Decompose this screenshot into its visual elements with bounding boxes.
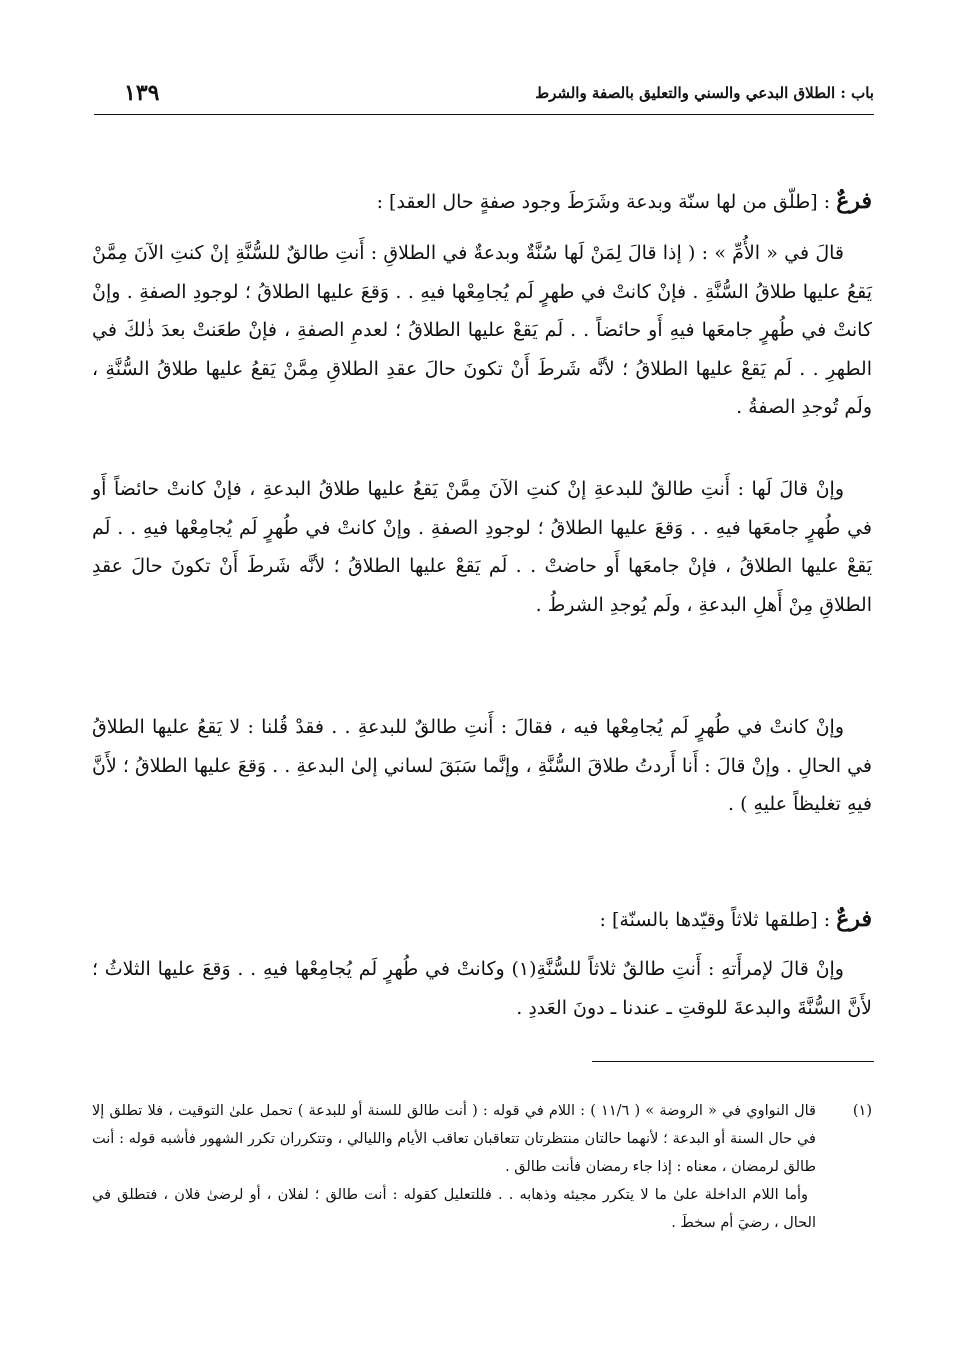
footnote-paragraph: وأما اللام الداخلة علىٰ ما لا يتكرر مجيئه وذهابه . . فللتعليل كقوله : أنت طالق ؛ لفلان ، أو لرضىٰ فلان ، فتطلق في الحال ، رضيَ أم سخطَ . xyxy=(92,1187,816,1231)
header-rule xyxy=(94,114,874,115)
running-header xyxy=(94,76,874,110)
paragraph: وإنْ قالَ لَها : أَنتِ طالقٌ للبدعةِ إنْ كنتِ الآنَ مِمَّنْ يَقعُ عليها طلاقُ البدعةِ ، فإنْ كانتْ حائضاً أَو في طُهرٍ جامعَها فيهِ . . وَقعَ عليها الطلاقُ ؛ لوجودِ الصفةِ . وإنْ كانتْ في طُهرٍ لَم يُجامِعْها فيهِ . . لَم يَقعْ عليها الطلاقُ ، فإنْ جامعَها أَو حاضتْ . . لَم يَقعْ عليها الطلاقُ ؛ لأنَّه شَرطَ أَنْ تكونَ حالَ عقدِ الطلاقِ مِنْ أَهلِ البدعةِ ، ولَم يُوجدِ الشرطُ . xyxy=(92,478,872,616)
chapter-title: باب : الطلاق البدعي والسني والتعليق بالصفة والشرط xyxy=(535,84,874,102)
footnote-number: (١) xyxy=(852,1103,872,1119)
branch-title: : [طلقها ثلاثاً وقيّدها بالسنّة] : xyxy=(599,909,831,931)
paragraph: قالَ في « الأُمِّ » : ( إذا قالَ لِمَنْ لَها سُنَّةٌ وبدعةٌ في الطلاقِ : أَنتِ طالقٌ للسُّنَّةِ إنْ كنتِ الآنَ مِمَّنْ يَقعُ عليها طلاقُ السُّنَّةِ . فإنْ كانتْ في طهرٍ لَم يُجامِعْها فيهِ . . وَقعَ عليها الطلاقُ ؛ لوجودِ الصفةِ . وإنْ كانتْ في طُهرٍ جامعَها فيهِ أَو حائضاً . . لَم يَقعْ عليها الطلاقُ ؛ لعدمِ الصفةِ ، فإنْ طعَنتْ بعدَ ذٰلكَ في الطهرِ . . لَم يَقعْ عليها الطلاقُ ؛ لأنَّه شَرطَ أَنْ تكونَ حالَ عقدِ الطلاقِ مِمَّنْ يَقعُ عليها طلاقُ السُّنَّةِ ، ولَم تُوجدِ الصفةُ . xyxy=(92,242,872,418)
branch-label: فرعٌ xyxy=(836,188,872,214)
branch-title: : [طلّق من لها سنّة وبدعة وشَرَطَ وجود صفةٍ حال العقد] : xyxy=(376,191,831,213)
footnote-rule xyxy=(592,1061,874,1062)
branch-heading-2 xyxy=(92,904,872,935)
footnote xyxy=(92,1097,872,1237)
page-number: ١٣٩ xyxy=(124,80,160,106)
paragraph: وإنْ كانتْ في طُهرٍ لَم يُجامِعْها فيه ، فقالَ : أَنتِ طالقٌ للبدعةِ . . فقدْ قُلنا : لا يَقعُ عليها الطلاقُ في الحالِ . وإنْ قالَ : أَنا أَردتُ طلاقَ السُّنَّةِ ، وإنَّما سَبَقَ لساني إلىٰ البدعةِ . . وَقعَ عليها الطلاقُ ؛ لأَنَّ فيهِ تغليظاً عليهِ ) . xyxy=(92,716,872,815)
footnote-paragraph: قال النواوي في « الروضة » ( ١١/٦ ) : اللام في قوله : ( أنت طالق للسنة أو للبدعة ) تحمل علىٰ التوقيت ، فلا تطلق إلا في حال السنة أو البدعة ؛ لأنهما حالتان منتظرتان تتعاقبان تعاقب الأيام والليالي ، وتتكرران تكرر الشهور فأشبه قوله : أنت طالق لرمضان ، معناه : إذا جاء رمضان فأنت طالق . xyxy=(92,1103,816,1175)
paragraph: وإنْ قالَ لإمرأَتهِ : أَنتِ طالقٌ ثلاثاً للسُّنَّةِ(١) وكانتْ في طُهرٍ لَم يُجامِعْها فيهِ . . وَقعَ عليها الثلاثُ ؛ لأَنَّ السُّنَّةَ والبدعةَ للوقتِ ـ عندنا ـ دونَ العَددِ . xyxy=(92,958,872,1019)
branch-label: فرعٌ xyxy=(836,906,872,932)
branch-heading-1 xyxy=(92,186,872,217)
